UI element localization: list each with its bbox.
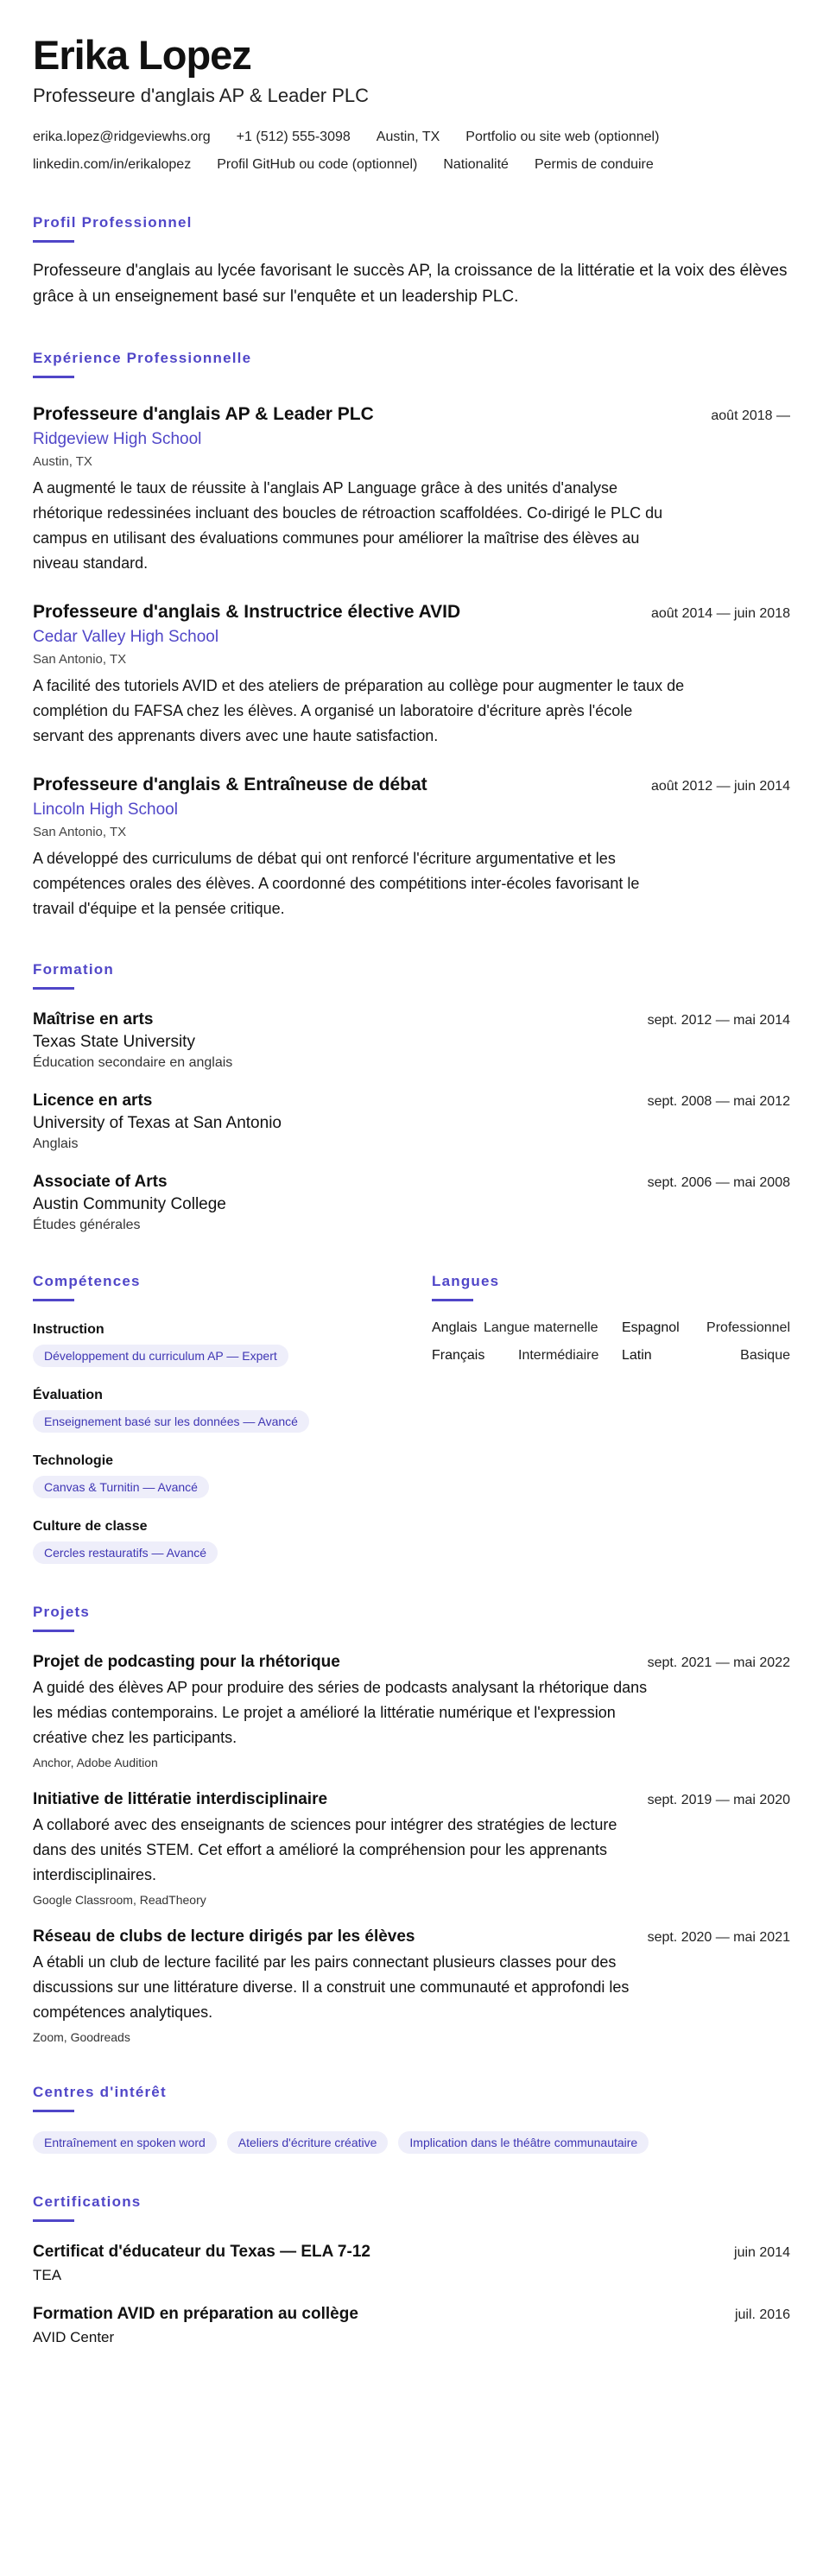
language-name: Espagnol (622, 1320, 680, 1335)
education-dates: sept. 2012 — mai 2014 (647, 1013, 790, 1028)
skill-chip: Canvas & Turnitin — Avancé (33, 1476, 209, 1498)
company-name: Lincoln High School (33, 801, 178, 819)
skill-group (33, 1453, 432, 1498)
language-level: Basique (740, 1348, 790, 1363)
job-dates: août 2018 — (711, 408, 790, 423)
interests-list (33, 2131, 790, 2154)
section-divider (33, 240, 74, 243)
company-name: Ridgeview High School (33, 430, 202, 448)
project-title: Projet de podcasting pour la rhétorique (33, 1653, 340, 1671)
field-of-study: Éducation secondaire en anglais (33, 1055, 233, 1070)
certification-title: Certificat d'éducateur du Texas — ELA 7-12 (33, 2243, 370, 2261)
experience-section (33, 350, 790, 921)
section-divider (33, 376, 74, 378)
project-title: Initiative de littératie interdisciplinaire (33, 1790, 328, 1808)
job-description: A développé des curriculums de débat qui ont renforcé l'écriture argumentative et les compétences orales des élèves. A coordonné des compétitions inter-écoles favorisant le travail d'équipe et la pensée critique. (33, 850, 640, 917)
certification-date: juin 2014 (734, 2245, 790, 2260)
interest-chip: Entraînement en spoken word (33, 2131, 217, 2154)
job-title: Professeure d'anglais & Entraîneuse de débat (33, 775, 427, 794)
project-item (33, 1790, 790, 1907)
project-title: Réseau de clubs de lecture dirigés par les élèves (33, 1927, 415, 1946)
interest-chip: Ateliers d'écriture créative (227, 2131, 389, 2154)
interest-chip: Implication dans le théâtre communautaire (398, 2131, 649, 2154)
section-divider (33, 2219, 74, 2222)
candidate-name: Erika Lopez (33, 32, 251, 78)
certification-title: Formation AVID en préparation au collège (33, 2305, 358, 2323)
job-title: Professeure d'anglais & Instructrice élective AVID (33, 602, 461, 622)
job-title: Professeure d'anglais AP & Leader PLC (33, 404, 374, 424)
degree-title: Associate of Arts (33, 1173, 168, 1191)
certification-item (33, 2305, 790, 2346)
degree-title: Licence en arts (33, 1092, 153, 1110)
language-level: Professionnel (706, 1320, 790, 1335)
school-name: Austin Community College (33, 1195, 226, 1213)
project-tools: Zoom, Goodreads (33, 2030, 130, 2044)
languages-table (432, 1320, 790, 1364)
project-tools: Anchor, Adobe Audition (33, 1756, 158, 1769)
education-dates: sept. 2006 — mai 2008 (647, 1175, 790, 1190)
certifications-section (33, 2193, 790, 2346)
project-description: A établi un club de lecture facilité par les pairs connectant plusieurs classes pour des discussions sur une littérature diverse. Il a construit une communauté et approfondi les compétences analytiques. (33, 1953, 630, 2021)
job-dates: août 2014 — juin 2018 (650, 606, 790, 621)
section-divider (432, 1299, 473, 1301)
profile-section (33, 214, 790, 310)
school-name: University of Texas at San Antonio (33, 1114, 282, 1132)
skill-category: Culture de classe (33, 1519, 148, 1534)
school-name: Texas State University (33, 1033, 195, 1051)
profile-summary: Professeure d'anglais au lycée favorisant le succès AP, la croissance de la littératie et la voix des élèves grâce à un enseignement basé sur l'enquête et un leadership PLC. (33, 262, 788, 306)
section-title: Expérience Professionnelle (33, 350, 252, 366)
headline: Professeure d'anglais AP & Leader PLC (33, 85, 370, 106)
skills-section (33, 1273, 432, 1564)
skill-chip: Développement du curriculum AP — Expert (33, 1345, 288, 1367)
section-title: Formation (33, 961, 114, 978)
education-item (33, 1173, 790, 1233)
skill-category: Évaluation (33, 1388, 103, 1402)
job-description: A facilité des tutoriels AVID et des ateliers de préparation au collège pour augmenter le taux de complétion du FAFSA chez les élèves. A organisé un laboratoire d'écriture après l'école servant des apprenants divers avec une haute satisfaction. (33, 677, 685, 744)
section-title: Centres d'intérêt (33, 2084, 167, 2100)
language-name: Anglais (432, 1320, 478, 1335)
section-title: Certifications (33, 2193, 142, 2210)
language-name: Français (432, 1348, 485, 1363)
job-location: San Antonio, TX (33, 825, 127, 839)
contact-license: Permis de conduire (534, 157, 654, 172)
section-divider (33, 1630, 74, 1632)
section-title: Projets (33, 1604, 91, 1620)
project-dates: sept. 2020 — mai 2021 (647, 1930, 790, 1945)
languages-section (432, 1273, 790, 1564)
project-item (33, 1927, 790, 2044)
contact-phone[interactable]: +1 (512) 555-3098 (236, 130, 351, 144)
section-divider (33, 987, 74, 990)
project-tools: Google Classroom, ReadTheory (33, 1893, 206, 1907)
experience-item (33, 602, 790, 749)
skill-group (33, 1519, 432, 1564)
education-section (33, 961, 790, 1233)
header (33, 31, 790, 174)
certification-item (33, 2243, 790, 2284)
interests-section (33, 2084, 790, 2154)
skill-group (33, 1322, 432, 1367)
contact-linkedin[interactable]: linkedin.com/in/erikalopez (33, 157, 192, 172)
language-level: Intermédiaire (518, 1348, 599, 1363)
section-divider (33, 1299, 74, 1301)
skills-languages-row (33, 1273, 790, 1564)
section-title: Langues (432, 1273, 500, 1289)
contact-nationality: Nationalité (443, 157, 509, 172)
project-description: A guidé des élèves AP pour produire des séries de podcasts analysant la rhétorique dans les médias contemporains. Le projet a amélioré la littératie numérique et l'expression créative chez les participants. (33, 1679, 648, 1746)
education-item (33, 1092, 790, 1152)
experience-item (33, 775, 790, 921)
company-name: Cedar Valley High School (33, 628, 219, 646)
contact-portfolio[interactable]: Portfolio ou site web (optionnel) (465, 130, 660, 144)
field-of-study: Anglais (33, 1136, 79, 1151)
field-of-study: Études générales (33, 1218, 141, 1232)
project-dates: sept. 2021 — mai 2022 (647, 1655, 790, 1670)
contact-github[interactable]: Profil GitHub ou code (optionnel) (217, 157, 418, 172)
skill-category: Instruction (33, 1322, 104, 1337)
job-location: Austin, TX (33, 454, 92, 469)
project-dates: sept. 2019 — mai 2020 (647, 1793, 790, 1807)
language-level: Langue maternelle (484, 1320, 598, 1335)
section-title: Profil Professionnel (33, 214, 193, 231)
language-row (432, 1348, 790, 1364)
contact-location: Austin, TX (376, 130, 440, 144)
section-divider (33, 2110, 74, 2112)
job-location: San Antonio, TX (33, 652, 127, 667)
skill-chip: Enseignement basé sur les données — Avancé (33, 1410, 309, 1433)
job-description: A augmenté le taux de réussite à l'anglais AP Language grâce à des unités d'analyse rhétorique redessinées incluant des boucles de rétroaction scaffoldées. Co-dirigé le PLC du campus en utilisant des évaluations communes pour améliorer la maîtrise des élèves au niveau standard. (33, 479, 663, 572)
certification-issuer: AVID Center (33, 2329, 115, 2345)
skill-group (33, 1388, 432, 1433)
project-description: A collaboré avec des enseignants de sciences pour intégrer des stratégies de lecture dans des unités STEM. Cet effort a amélioré la compréhension pour les apprenants interdisciplinaires. (33, 1816, 617, 1883)
degree-title: Maîtrise en arts (33, 1010, 154, 1029)
contact-email[interactable]: erika.lopez@ridgeviewhs.org (33, 130, 211, 144)
certification-date: juil. 2016 (734, 2307, 790, 2322)
section-title: Compétences (33, 1273, 141, 1289)
job-dates: août 2012 — juin 2014 (650, 779, 790, 794)
certification-issuer: TEA (33, 2267, 62, 2283)
language-row (432, 1320, 790, 1336)
skill-chip: Cercles restauratifs — Avancé (33, 1541, 218, 1564)
skill-category: Technologie (33, 1453, 114, 1468)
education-dates: sept. 2008 — mai 2012 (647, 1094, 790, 1109)
projects-section (33, 1604, 790, 2044)
experience-item (33, 404, 790, 576)
education-item (33, 1010, 790, 1071)
language-name: Latin (622, 1348, 652, 1363)
contact-list (33, 128, 767, 174)
project-item (33, 1653, 790, 1769)
